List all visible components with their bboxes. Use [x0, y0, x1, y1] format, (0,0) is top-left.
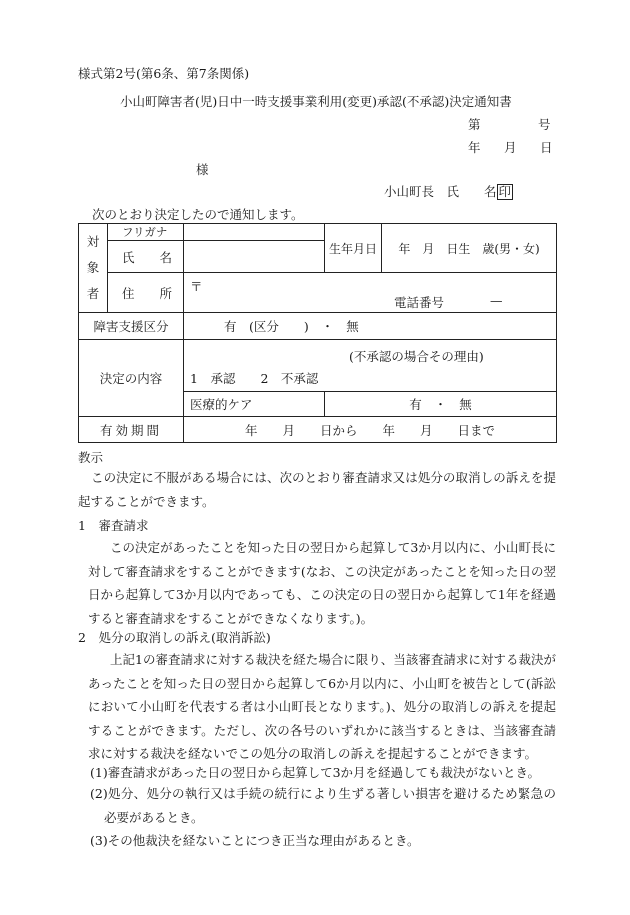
- subject-label-char: 象: [86, 260, 100, 275]
- support-class-value[interactable]: 有 (区分 ) ・ 無: [184, 313, 557, 340]
- seal-mark: 印: [498, 184, 512, 199]
- birthdate-value[interactable]: 年 月 日生 歳(男・女): [382, 224, 557, 273]
- validity-value[interactable]: 年 月 日から 年 月 日まで: [184, 417, 557, 443]
- validity-label: 有効期間: [79, 417, 184, 443]
- notice-item-2: (2)処分、処分の執行又は手続の続行により生ずる著しい損害を避けるため緊急の必要があるとき。: [90, 786, 556, 825]
- medical-care-value[interactable]: 有 ・ 無: [325, 392, 557, 417]
- date-day: 日: [540, 140, 553, 155]
- subject-label-char: 対: [86, 234, 100, 249]
- medical-care-label: 医療的ケア: [184, 392, 325, 417]
- section2-text: 上記1の審査請求に対する裁決を経た場合に限り、当該審査請求に対する裁決があったことを知った日の翌日から起算して6か月以内に、小山町を被告として(訴訟において小山町を代表する者は小山町長となります。)、処分の取消しの訴えを提起することができます。ただし、次の各号のいずれかに該当するときは、当該審査請求に対する裁決を経ないでこの処分の取消しの訴えを提起することができます。: [88, 652, 556, 761]
- issuer-name-label: 小山町長 氏 名: [384, 184, 497, 199]
- date-month: 月: [504, 140, 517, 155]
- notice-heading: 教示: [78, 450, 104, 465]
- issuer-signature: [384, 182, 513, 200]
- support-class-label: 障害支援区分: [79, 313, 184, 340]
- document-title: 小山町障害者(児)日中一時支援事業利用(変更)承認(不承認)決定通知書: [120, 94, 512, 109]
- postal-mark: 〒: [190, 279, 203, 294]
- furigana-field[interactable]: [184, 224, 325, 241]
- furigana-label: フリガナ: [108, 224, 184, 241]
- decision-content-field[interactable]: [184, 340, 557, 392]
- name-field[interactable]: [184, 241, 325, 273]
- subject-label-char: 者: [86, 286, 100, 301]
- notice-intro: この決定に不服がある場合には、次のとおり審査請求又は処分の取消しの訴えを提起することができます。: [78, 470, 556, 509]
- decision-options[interactable]: 1 承認 2 不承認: [190, 371, 319, 386]
- addressee-suffix: 様: [196, 162, 209, 177]
- phone-label: 電話番号: [394, 295, 445, 310]
- subject-label-cell: [79, 224, 108, 313]
- section1-heading: 1 審査請求: [78, 518, 149, 533]
- address-field[interactable]: [184, 273, 557, 313]
- decision-label: 決定の内容: [79, 340, 184, 417]
- rejection-reason-label: (不承認の場合その理由): [349, 349, 484, 364]
- notice-item-3: (3)その他裁決を経ないことにつき正当な理由があるとき。: [90, 833, 420, 848]
- phone-dash: —: [490, 293, 503, 308]
- date-year: 年: [468, 140, 481, 155]
- doc-number-prefix: 第: [468, 117, 481, 132]
- name-label: 氏 名: [108, 241, 184, 273]
- form-number: 様式第2号(第6条、第7条関係): [78, 66, 250, 81]
- doc-number-suffix: 号: [538, 117, 551, 132]
- intro-text: 次のとおり決定したので通知します。: [92, 207, 304, 222]
- section2-heading: 2 処分の取消しの訴え(取消訴訟): [78, 630, 271, 645]
- birthdate-label: 生年月日: [325, 224, 382, 273]
- notice-item-1: (1)審査請求があった日の翌日から起算して3か月を経過しても裁決がないとき。: [90, 765, 541, 780]
- section1-text: この決定があったことを知った日の翌日から起算して3か月以内に、小山町長に対して審査請求をすることができます(なお、この決定があったことを知った日の翌日から起算して3か月以内であっても、この決定の日の翌日から起算して1年を経過すると審査請求をすることができなくなります。)。: [88, 540, 556, 626]
- address-label: 住 所: [108, 273, 184, 313]
- decision-form-table: [78, 223, 557, 443]
